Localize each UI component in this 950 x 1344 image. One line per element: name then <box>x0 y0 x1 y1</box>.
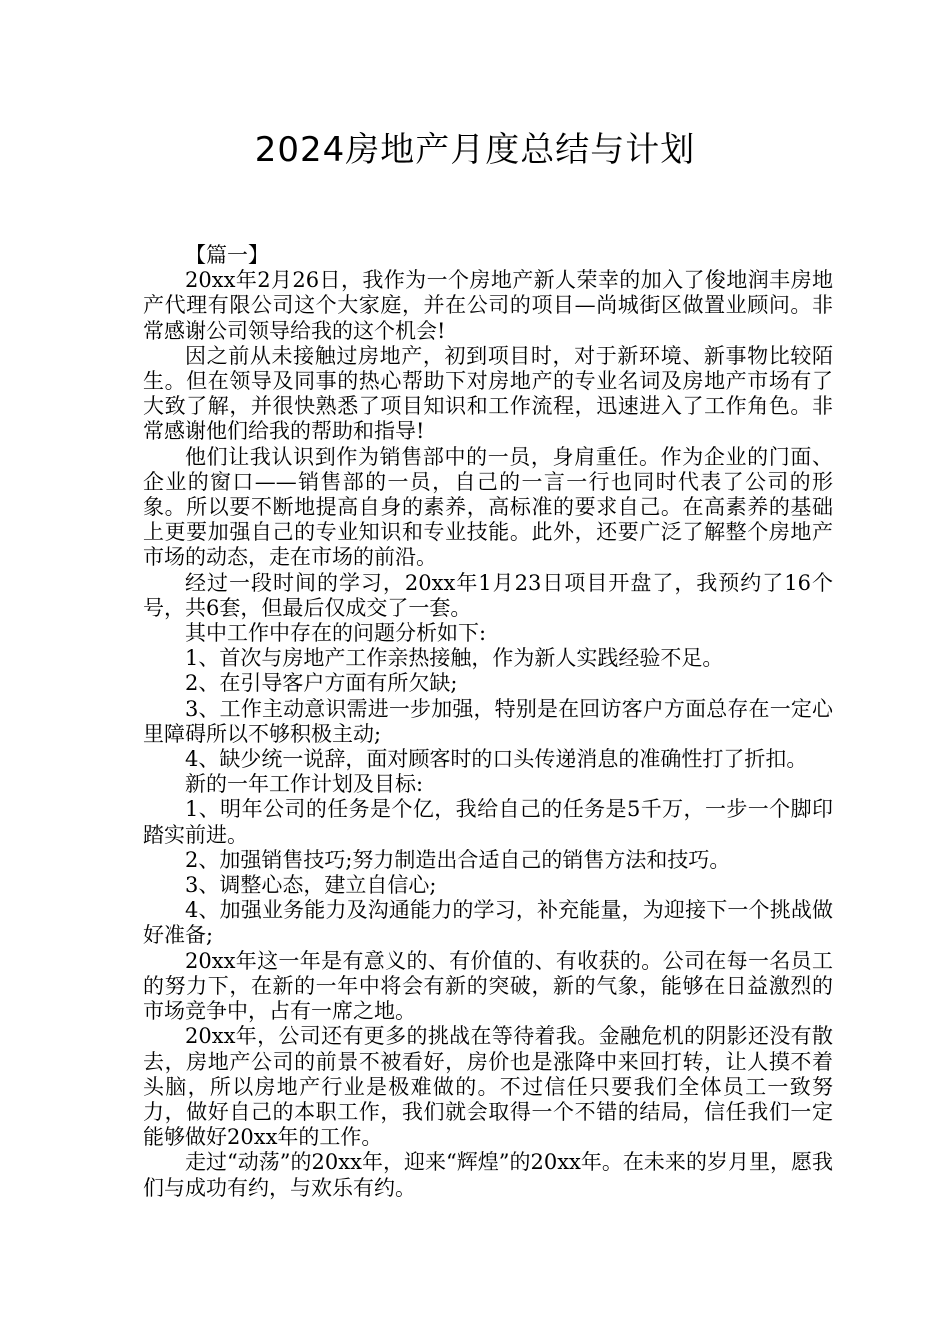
paragraph: 新的一年工作计划及目标: <box>185 772 424 797</box>
list-item: 4、缺少统一说辞，面对顾客时的口头传递消息的准确性打了折扣。 <box>185 747 808 772</box>
paragraph: 20xx年，公司还有更多的挑战在等待着我。金融危机的阴影还没有散去，房地产公司的前景不被看好，房价也是涨降中来回打转，让人摸不着头脑，所以房地产行业是极难做的。不过信任只要我们全体员工一致努力，做好自己的本职工作，我们就会取得一个不错的结局，信任我们一定能够做好20xx年的工作。 <box>143 1024 833 1150</box>
paragraph: 其中工作中存在的问题分析如下: <box>185 621 487 646</box>
list-item: 1、首次与房地产工作亲热接触，作为新人实践经验不足。 <box>185 646 724 671</box>
section-label: 【篇一】 <box>185 243 269 267</box>
paragraph: 经过一段时间的学习，20xx年1月23日项目开盘了，我预约了16个号，共6套，但最后仅成交了一套。 <box>143 570 833 620</box>
paragraph: 20xx年2月26日，我作为一个房地产新人荣幸的加入了俊地润丰房地产代理有限公司这个大家庭，并在公司的项目—尚城街区做置业顾问。非常感谢公司领导给我的这个机会! <box>143 268 833 343</box>
paragraph: 20xx年这一年是有意义的、有价值的、有收获的。公司在每一名员工的努力下，在新的一年中将会有新的突破，新的气象，能够在日益激烈的市场竞争中，占有一席之地。 <box>143 948 833 1024</box>
list-item: 4、加强业务能力及沟通能力的学习，补充能量，为迎接下一个挑战做好准备; <box>143 898 833 948</box>
list-item: 3、调整心态，建立自信心; <box>185 873 437 898</box>
list-item: 1、明年公司的任务是个亿，我给自己的任务是5千万，一步一个脚印踏实前进。 <box>143 797 833 847</box>
paragraph: 走过“动荡”的20xx年，迎来“辉煌”的20xx年。在未来的岁月里，愿我们与成功有约，与欢乐有约。 <box>143 1150 833 1200</box>
list-item: 3、工作主动意识需进一步加强，特别是在回访客户方面总存在一定心里障碍所以不够积极主动; <box>143 696 833 746</box>
document-body <box>143 243 833 1201</box>
paragraph: 他们让我认识到作为销售部中的一员，身肩重任。作为企业的门面、企业的窗口——销售部的一员，自己的一言一行也同时代表了公司的形象。所以要不断地提高自身的素养，高标准的要求自己。在高素养的基础上更要加强自己的专业知识和专业技能。此外，还要广泛了解整个房地产市场的动态，走在市场的前沿。 <box>143 444 833 570</box>
list-item: 2、加强销售技巧;努力制造出合适自己的销售方法和技巧。 <box>185 847 731 872</box>
paragraph: 因之前从未接触过房地产，初到项目时，对于新环境、新事物比较陌生。但在领导及同事的热心帮助下对房地产的专业名词及房地产市场有了大致了解，并很快熟悉了项目知识和工作流程，迅速进入了工作角色。非常感谢他们给我的帮助和指导! <box>143 343 833 444</box>
list-item: 2、在引导客户方面有所欠缺; <box>185 671 458 696</box>
page-title: 2024房地产月度总结与计划 <box>254 130 696 170</box>
